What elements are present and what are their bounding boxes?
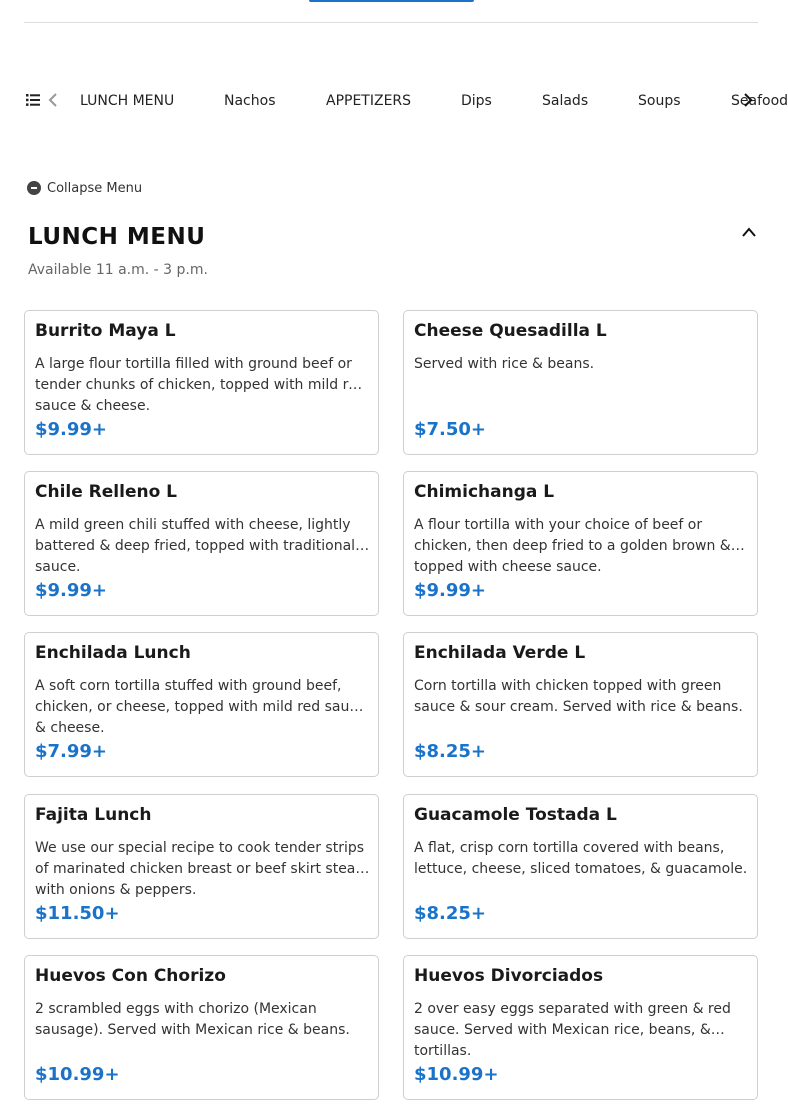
item-price: $7.99+: [35, 741, 108, 762]
item-description: A mild green chili stuffed with cheese, lightly battered & deep fried, topped with traditional sauce.: [35, 517, 356, 575]
nav-item-nachos[interactable]: Nachos: [224, 93, 276, 109]
menu-item-card[interactable]: [403, 310, 758, 455]
menu-item-card[interactable]: [24, 632, 379, 777]
item-description: Corn tortilla with chicken topped with green sauce & sour cream. Served with rice & beans.: [414, 678, 743, 715]
item-description: A large flour tortilla filled with ground beef or tender chunks of chicken, topped with mild red sauce & cheese.: [35, 356, 366, 414]
nav-item-appetizers[interactable]: APPETIZERS: [326, 93, 412, 109]
item-price: $8.25+: [414, 903, 487, 924]
category-nav: [0, 86, 788, 116]
section-subtitle: Available 11 a.m. - 3 p.m.: [28, 262, 208, 278]
item-name: Burrito Maya L: [35, 321, 176, 341]
nav-item-seafood[interactable]: Seafood: [731, 93, 788, 109]
item-name: Enchilada Lunch: [35, 643, 191, 663]
item-price: $9.99+: [35, 580, 108, 601]
section-title: LUNCH MENU: [28, 224, 206, 250]
item-description: A flour tortilla with your choice of beef or chicken, then deep fried to a golden brown & topped with cheese sauce.: [414, 517, 731, 575]
item-price: $11.50+: [35, 903, 120, 924]
minus-circle-icon: [27, 181, 41, 195]
item-description: 2 over easy eggs separated with green & red sauce. Served with Mexican rice, beans, & tortillas.: [414, 1001, 731, 1059]
item-price: $7.50+: [414, 419, 487, 440]
list-icon[interactable]: [26, 94, 40, 106]
menu-item-card[interactable]: [24, 471, 379, 616]
item-description: We use our special recipe to cook tender strips of marinated chicken breast or beef skirt steak with onions & peppers.: [35, 840, 365, 898]
item-name: Chile Relleno L: [35, 482, 178, 502]
nav-item-lunch-menu[interactable]: LUNCH MENU: [80, 93, 175, 109]
top-divider: [24, 0, 758, 23]
item-price: $9.99+: [414, 580, 487, 601]
item-description: Served with rice & beans.: [414, 356, 595, 372]
menu-item-card[interactable]: [24, 794, 379, 939]
nav-item-soups[interactable]: Soups: [638, 93, 681, 109]
menu-item-card[interactable]: [403, 794, 758, 939]
item-name: Guacamole Tostada L: [414, 805, 617, 825]
menu-item-card[interactable]: [24, 310, 379, 455]
item-name: Chimichanga L: [414, 482, 555, 502]
item-name: Huevos Con Chorizo: [35, 966, 226, 986]
nav-item-salads[interactable]: Salads: [542, 93, 589, 109]
item-description: A flat, crisp corn tortilla covered with beans, lettuce, cheese, sliced tomatoes, & guacamole.: [414, 840, 748, 877]
menu-item-card[interactable]: [403, 471, 758, 616]
menu-item-card[interactable]: [24, 955, 379, 1100]
item-price: $10.99+: [35, 1064, 120, 1085]
menu-item-card[interactable]: [403, 632, 758, 777]
item-name: Enchilada Verde L: [414, 643, 586, 663]
item-price: $9.99+: [35, 419, 108, 440]
nav-item-dips[interactable]: Dips: [461, 93, 492, 109]
active-indicator-bar: [309, 0, 474, 2]
chevron-right-icon[interactable]: [742, 92, 754, 108]
collapse-menu-button[interactable]: [27, 180, 142, 196]
chevron-left-icon[interactable]: [47, 92, 59, 108]
item-name: Cheese Quesadilla L: [414, 321, 607, 341]
item-name: Fajita Lunch: [35, 805, 152, 825]
item-description: A soft corn tortilla stuffed with ground beef, chicken, or cheese, topped with mild red sauce & cheese.: [35, 678, 366, 736]
item-price: $10.99+: [414, 1064, 499, 1085]
item-name: Huevos Divorciados: [414, 966, 604, 986]
item-price: $8.25+: [414, 741, 487, 762]
menu-item-card[interactable]: [403, 955, 758, 1100]
item-description: 2 scrambled eggs with chorizo (Mexican sausage). Served with Mexican rice & beans.: [35, 1001, 350, 1038]
collapse-menu-label: Collapse Menu: [47, 180, 143, 196]
chevron-up-icon[interactable]: [741, 226, 757, 238]
